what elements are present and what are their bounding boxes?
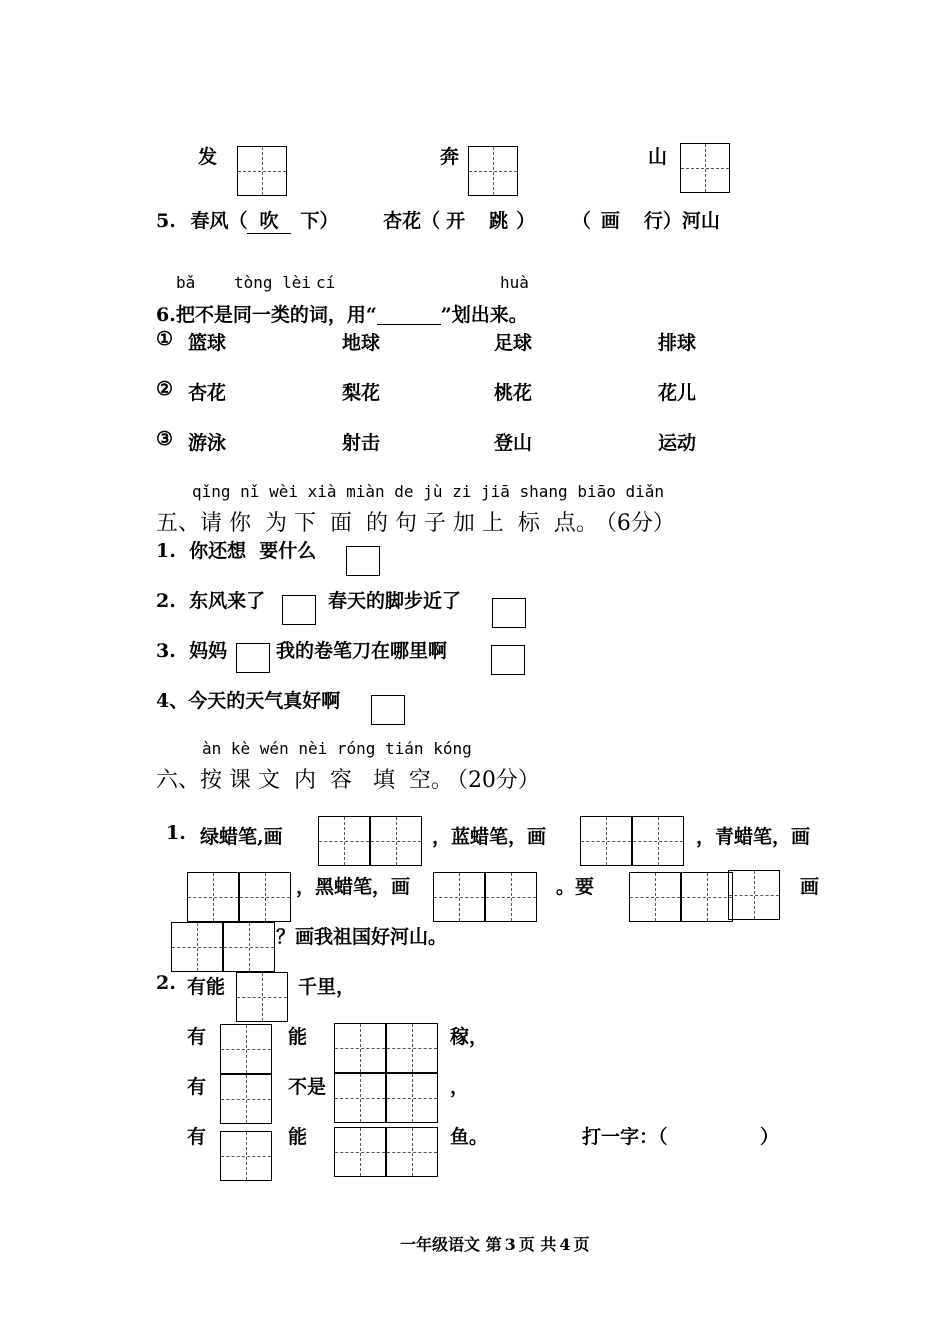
writing-grid[interactable] xyxy=(239,872,291,922)
s5-item-3b: 我的卷笔刀在哪里啊 xyxy=(276,640,448,662)
section-title: 六、按 课 文 内 容 填 空。 xyxy=(156,768,453,793)
word-option[interactable]: 杏花 xyxy=(188,382,227,404)
q4-char-2: 奔 xyxy=(440,146,460,168)
s5-pinyin: qǐng nǐ wèi xià miàn de jù zi jiā shang biāo diǎn xyxy=(192,482,665,501)
q4-char-1: 发 xyxy=(198,146,218,168)
q6-pinyin-hua: huà xyxy=(500,273,529,292)
p2-r1-a: 有 xyxy=(187,1026,207,1048)
word-option[interactable]: 桃花 xyxy=(494,382,533,404)
q5-answer-1[interactable]: 吹 xyxy=(247,206,290,234)
s5-item-4: 4、今天的天气真好啊 xyxy=(156,690,341,712)
p2-r1-c: 稼， xyxy=(450,1026,489,1048)
footer-text: 第 xyxy=(485,1235,502,1254)
word-option[interactable]: 地球 xyxy=(342,332,381,354)
word-option[interactable]: 梨花 xyxy=(342,382,381,404)
q6-row xyxy=(156,328,697,354)
writing-grid[interactable] xyxy=(334,1073,386,1123)
footer-subject: 一年级语文 xyxy=(400,1235,481,1254)
writing-grid[interactable] xyxy=(386,1023,438,1073)
footer-page-total: 4 xyxy=(559,1235,571,1254)
writing-grid[interactable] xyxy=(728,870,780,920)
q5-word-2: 杏花（ xyxy=(383,210,441,232)
p2-r3-c: 鱼。 xyxy=(450,1126,489,1148)
writing-grid[interactable] xyxy=(681,872,733,922)
writing-grid[interactable] xyxy=(629,872,681,922)
section-score: （20分） xyxy=(456,768,540,793)
riddle-close-paren: ） xyxy=(760,1126,780,1148)
writing-grid[interactable] xyxy=(386,1073,438,1123)
writing-grid[interactable] xyxy=(468,146,518,196)
q6-title-b: ”划出来。 xyxy=(440,304,528,326)
writing-grid[interactable] xyxy=(318,816,370,866)
section-score: （6分） xyxy=(605,511,675,536)
section-title: 五、请 你 为 下 面 的 句 子 加 上 标 点。 xyxy=(156,511,598,536)
p2-r3-a: 有 xyxy=(187,1126,207,1148)
row-number: ② xyxy=(156,378,174,400)
s6-pinyin: àn kè wén nèi róng tián kóng xyxy=(202,739,472,758)
p2-r2-c: ， xyxy=(450,1076,470,1098)
writing-grid[interactable] xyxy=(220,1131,272,1181)
footer-text: 页 共 xyxy=(518,1235,557,1254)
p1-number: 1. xyxy=(166,822,186,844)
riddle-prompt: 打一字：（ xyxy=(582,1126,668,1148)
writing-grid[interactable] xyxy=(237,146,287,196)
writing-grid[interactable] xyxy=(370,816,422,866)
row-number: ③ xyxy=(156,428,174,450)
punctuation-box[interactable] xyxy=(282,595,316,625)
s5-item-3: 3. 妈妈 xyxy=(156,640,228,662)
writing-grid[interactable] xyxy=(632,816,684,866)
writing-grid[interactable] xyxy=(580,816,632,866)
q6-pinyin-tonglei: tòng lèi xyxy=(234,273,312,292)
writing-grid[interactable] xyxy=(236,972,288,1022)
footer-page-number: 3 xyxy=(504,1235,516,1254)
punctuation-box[interactable] xyxy=(236,643,270,673)
punctuation-box[interactable] xyxy=(492,598,526,628)
word-option[interactable]: 篮球 xyxy=(188,332,227,354)
q5-number: 5. xyxy=(156,210,176,232)
q6-row xyxy=(156,378,697,404)
p2-text-a: 有能 xyxy=(187,976,226,998)
word-option[interactable]: 足球 xyxy=(494,332,533,354)
s6-heading xyxy=(156,763,540,794)
p1-text-f: 画 xyxy=(800,876,820,898)
q6-row xyxy=(156,428,697,454)
s5-item-1: 1. 你还想 要什么 xyxy=(156,540,317,562)
writing-grid[interactable] xyxy=(680,143,730,193)
s5-item-2: 2. 东风来了 xyxy=(156,590,266,612)
punctuation-box[interactable] xyxy=(491,645,525,675)
writing-grid[interactable] xyxy=(220,1024,272,1074)
writing-grid[interactable] xyxy=(223,922,275,972)
s5-heading xyxy=(156,506,675,537)
p2-r2-b: 不是 xyxy=(288,1076,327,1098)
word-option[interactable]: 登山 xyxy=(494,432,533,454)
q6-title xyxy=(156,300,528,327)
writing-grid[interactable] xyxy=(386,1127,438,1177)
writing-grid[interactable] xyxy=(171,922,223,972)
page-footer xyxy=(400,1232,589,1255)
q4-char-3: 山 xyxy=(648,146,668,168)
q5-choice[interactable]: 跳 xyxy=(489,210,509,232)
p2-r2-a: 有 xyxy=(187,1076,207,1098)
q5-choice[interactable]: 画 xyxy=(600,210,620,232)
q5-choice[interactable]: 行）河山 xyxy=(643,210,720,232)
writing-grid[interactable] xyxy=(220,1074,272,1124)
q5-choice[interactable]: 开 xyxy=(446,210,466,232)
p2-r3-b: 能 xyxy=(288,1126,308,1148)
q6-pinyin-ba: bǎ xyxy=(176,273,196,292)
word-option[interactable]: 射击 xyxy=(342,432,381,454)
p2-text-b: 千里， xyxy=(298,976,356,998)
writing-grid[interactable] xyxy=(334,1127,386,1177)
riddle-answer-field[interactable] xyxy=(684,1122,756,1148)
footer-text: 页 xyxy=(573,1235,590,1254)
word-option[interactable]: 游泳 xyxy=(188,432,227,454)
word-option[interactable]: 花儿 xyxy=(658,382,697,404)
p2-number: 2. xyxy=(156,972,176,994)
p1-text-d: ，黑蜡笔，画 xyxy=(296,876,411,898)
writing-grid[interactable] xyxy=(187,872,239,922)
q5-choice: 下） xyxy=(300,210,339,232)
p1-text-b: ，蓝蜡笔，画 xyxy=(432,826,547,848)
writing-grid[interactable] xyxy=(433,872,485,922)
q6-pinyin-ci: cí xyxy=(316,273,336,292)
word-option[interactable]: 排球 xyxy=(658,332,697,354)
q6-title-a: 6.把不是同一类的词，用“ xyxy=(156,304,377,326)
underline-sample xyxy=(377,308,441,325)
p1-text-c: ，青蜡笔，画 xyxy=(696,826,811,848)
q5-line xyxy=(156,206,720,234)
p2-r1-b: 能 xyxy=(288,1026,308,1048)
word-option[interactable]: 运动 xyxy=(658,432,697,454)
q5-paren: ） xyxy=(516,210,536,232)
p1-text-e: 。要 xyxy=(556,876,595,898)
p1-text-a: 绿蜡笔,画 xyxy=(200,826,283,848)
q5-paren: （ xyxy=(571,210,591,232)
s5-item-2b: 春天的脚步近了 xyxy=(328,590,462,612)
p1-text-g: ？画我祖国好河山。 xyxy=(276,926,448,948)
punctuation-box[interactable] xyxy=(346,546,380,576)
punctuation-box[interactable] xyxy=(371,695,405,725)
writing-grid[interactable] xyxy=(334,1023,386,1073)
writing-grid[interactable] xyxy=(485,872,537,922)
row-number: ① xyxy=(156,328,174,350)
q5-word-1: 春风（ xyxy=(190,210,248,232)
